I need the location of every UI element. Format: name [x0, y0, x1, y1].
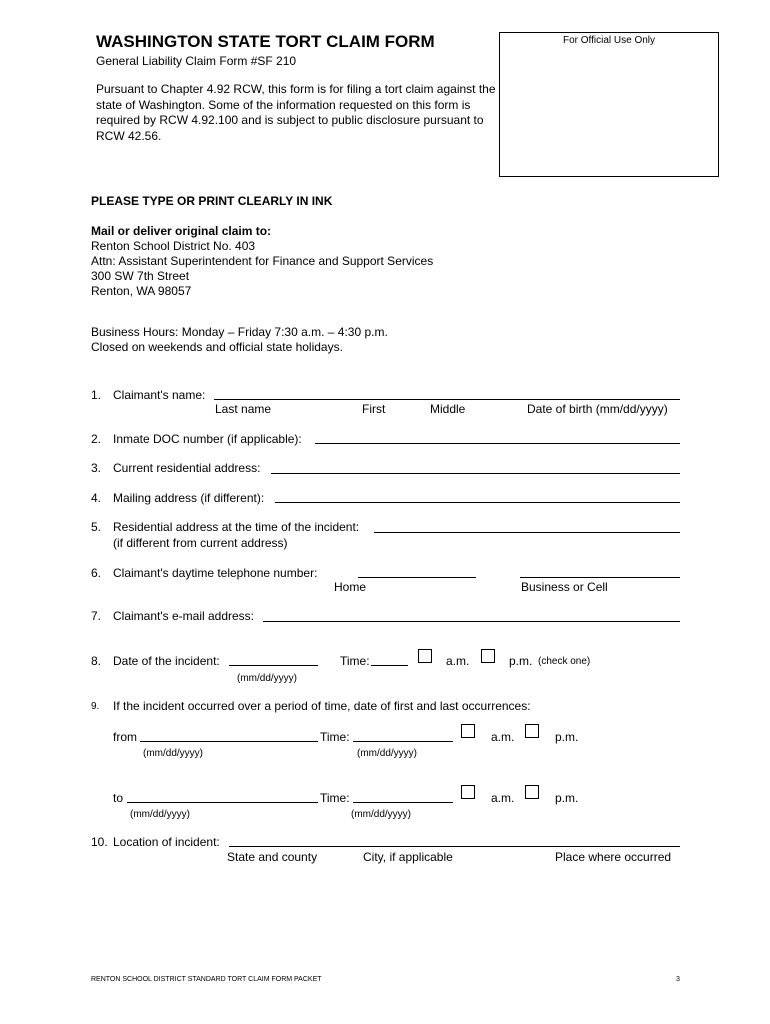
inmate-doc-label: Inmate DOC number (if applicable): [113, 432, 302, 446]
current-address-field[interactable] [271, 473, 680, 474]
from-time-field[interactable] [353, 741, 453, 742]
claimant-name-field[interactable] [214, 399, 680, 400]
sub-label-middle: Middle [430, 402, 466, 416]
from-am-checkbox[interactable] [461, 724, 475, 738]
from-label: from [113, 730, 137, 744]
mail-line: 300 SW 7th Street [91, 269, 190, 283]
official-use-box [499, 32, 719, 177]
incident-pm-checkbox[interactable] [481, 649, 495, 663]
incident-address-note: (if different from current address) [113, 536, 288, 550]
field-number: 3. [91, 461, 102, 475]
from-pm-checkbox[interactable] [525, 724, 539, 738]
from-date-field[interactable] [140, 741, 318, 742]
incident-time-field[interactable] [371, 665, 408, 666]
home-phone-field[interactable] [358, 577, 476, 578]
to-time-hint: (mm/dd/yyyy) [351, 809, 411, 820]
to-date-hint: (mm/dd/yyyy) [130, 809, 190, 820]
field-number: 4. [91, 491, 102, 505]
period-label: If the incident occurred over a period of time, date of first and last occurrences: [113, 699, 531, 713]
holiday-note: Closed on weekends and official state holidays. [91, 340, 343, 354]
check-one-note: (check one) [538, 656, 591, 667]
current-address-label: Current residential address: [113, 461, 261, 475]
field-number: 6. [91, 566, 102, 580]
claimant-name-label: Claimant's name: [113, 388, 206, 402]
mail-line: Renton, WA 98057 [91, 284, 192, 298]
location-label: Location of incident: [113, 835, 220, 849]
inmate-doc-field[interactable] [315, 443, 680, 444]
instructions: PLEASE TYPE OR PRINT CLEARLY IN INK [91, 194, 333, 208]
footer-text: RENTON SCHOOL DISTRICT STANDARD TORT CLAIM FORM PACKET [91, 976, 322, 983]
incident-date-field[interactable] [229, 665, 318, 666]
field-number: 1. [91, 388, 102, 402]
to-time-label: Time: [320, 791, 350, 805]
sub-label-last-name: Last name [215, 402, 272, 416]
sub-label-city: City, if applicable [363, 850, 453, 864]
official-use-label: For Official Use Only [562, 35, 656, 46]
am-label: a.m. [491, 791, 515, 805]
from-time-hint: (mm/dd/yyyy) [357, 748, 417, 759]
incident-am-checkbox[interactable] [418, 649, 432, 663]
sub-label-first: First [362, 402, 386, 416]
incident-address-label: Residential address at the time of the incident: [113, 520, 360, 534]
field-number: 2. [91, 432, 102, 446]
mail-line: Renton School District No. 403 [91, 239, 256, 253]
from-date-hint: (mm/dd/yyyy) [143, 748, 203, 759]
incident-address-field[interactable] [374, 532, 680, 533]
sub-label-dob: Date of birth (mm/dd/yyyy) [527, 402, 668, 416]
mailing-address-label: Mailing address (if different): [113, 491, 265, 505]
sub-label-state-county: State and county [227, 850, 318, 864]
am-label: a.m. [491, 730, 515, 744]
pm-label: p.m. [555, 730, 579, 744]
business-phone-field[interactable] [520, 577, 680, 578]
intro-paragraph: Pursuant to Chapter 4.92 RCW, this form is for filing a tort claim against the state of Washington. Some of the information requested on this form is required by RCW 4.92.100 and is subject to public disclosure pursuant to RCW 42.56. [96, 82, 496, 143]
incident-time-label: Time: [340, 654, 370, 668]
field-number: 7. [91, 609, 102, 623]
mail-heading: Mail or deliver original claim to: [91, 224, 272, 238]
telephone-label: Claimant's daytime telephone number: [113, 566, 318, 580]
business-hours: Business Hours: Monday – Friday 7:30 a.m. – 4:30 p.m. [91, 325, 388, 339]
pm-label: p.m. [509, 654, 533, 668]
date-format-hint: (mm/dd/yyyy) [237, 673, 297, 684]
incident-date-label: Date of the incident: [113, 654, 220, 668]
field-number: 9. [91, 701, 100, 712]
sub-label-home: Home [334, 580, 367, 594]
to-am-checkbox[interactable] [461, 785, 475, 799]
email-field[interactable] [263, 621, 680, 622]
to-label: to [113, 791, 124, 805]
page-number: 3 [676, 976, 680, 983]
sub-label-business: Business or Cell [521, 580, 608, 594]
field-number: 8. [91, 654, 102, 668]
form-title: WASHINGTON STATE TORT CLAIM FORM [96, 32, 435, 51]
mail-line: Attn: Assistant Superintendent for Finance and Support Services [91, 254, 434, 268]
sub-label-place: Place where occurred [555, 850, 672, 864]
field-number: 10. [91, 835, 108, 849]
to-date-field[interactable] [127, 802, 318, 803]
pm-label: p.m. [555, 791, 579, 805]
field-number: 5. [91, 520, 102, 534]
mailing-address-field[interactable] [275, 502, 680, 503]
form-subtitle: General Liability Claim Form #SF 210 [96, 54, 297, 68]
email-label: Claimant's e-mail address: [113, 609, 255, 623]
to-time-field[interactable] [353, 802, 453, 803]
location-field[interactable] [229, 846, 680, 847]
am-label: a.m. [446, 654, 470, 668]
from-time-label: Time: [320, 730, 350, 744]
to-pm-checkbox[interactable] [525, 785, 539, 799]
